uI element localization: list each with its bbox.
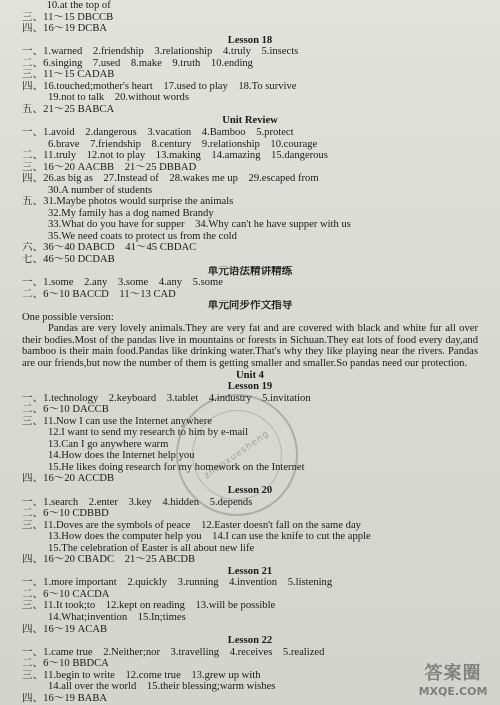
answer-line: 五、21～25 BABCA [22, 103, 115, 115]
section-heading: Lesson 22 [227, 635, 273, 647]
answer-line: 七、46～50 DCDAB [22, 254, 115, 266]
answer-line: 14.all over the world 15.their blessing;warm wishes [48, 681, 276, 693]
answer-line: 14.How does the Internet help you [48, 450, 195, 462]
answer-line: 6.brave 7.friendship 8.century 9.relationship 10.courage [48, 138, 318, 150]
essay-body: Pandas are very lovely animals.They are very fat and are covered with black and white fur all over their bodies.Most of the pandas live in mountains or forests in Sichuan.They eat lots of food every day,and bamboo is their main food.Pandas like drinking water.That's why they like playing near the rivers. Pandas are our friends,but now the number of them is getting smaller and smaller.So pandas need our protection. [22, 323, 478, 369]
section-heading: 单元语法精讲精练 [207, 265, 293, 277]
answer-line: 一、1.warned 2.friendship 3.relationship 4.truly 5.insects [22, 46, 299, 58]
answer-line: 四、16～20 CBADC 21～25 ABCDB [22, 554, 196, 566]
answer-line: 三、11.begin to write 12.come true 13.grew up with [22, 669, 261, 681]
answer-line: 二、6.singing 7.used 8.make 9.truth 10.ending [22, 57, 253, 69]
essay [22, 312, 478, 370]
answer-line: 13.How does the computer help you 14.I can use the knife to cut the apple [48, 531, 371, 543]
essay-intro: One possible version: [22, 311, 114, 323]
answer-line: 三、11.It took;to 12.kept on reading 13.will be possible [22, 600, 276, 612]
answer-line: 35.We need coats to protect us from the cold [48, 230, 237, 242]
answer-line: 一、1.technology 2.keyboard 3.tablet 4.industry 5.invitation [22, 392, 311, 404]
answer-line: 四、16.touched;mother's heart 17.used to play 18.To survive [22, 80, 297, 92]
stamp-text: zhaoxuesheng [202, 428, 272, 482]
section-heading: 单元同步作文指导 [207, 300, 293, 312]
watermark-url: MXQE.COM [418, 685, 488, 698]
watermark-logo [410, 663, 496, 703]
answer-line: 15.He likes doing research for my homework on the Internet [48, 461, 305, 473]
answer-line: 一、1.came true 2.Neither;nor 3.travelling 4.receives 5.realized [22, 646, 325, 658]
answer-line: 三、11.Doves are the symbols of peace 12.Easter doesn't fall on the same day [22, 519, 361, 531]
answer-line: 六、36～40 DABCD 41～45 CBDAC [22, 242, 197, 254]
answer-line: 三、11.Now I can use the Internet anywhere [22, 415, 212, 427]
answer-line: 四、16～19 ACAB [22, 623, 108, 635]
answer-line: 一、1.more important 2.quickly 3.running 4.invention 5.listening [22, 577, 333, 589]
answer-line: 14.What;invention 15.In;times [48, 611, 186, 623]
section-heading: Lesson 18 [227, 34, 273, 46]
answer-line: 四、16～19 DCBA [22, 23, 108, 35]
section-heading: Unit Review [222, 115, 278, 127]
section-heading: Lesson 21 [227, 565, 273, 577]
answer-line: 二、6～10 CACDA [22, 588, 110, 600]
answer-line: 一、1.avoid 2.dangerous 3.vacation 4.Bamboo 5.protect [22, 127, 294, 139]
answer-line: 33.What do you have for supper 34.Why can't he have supper with us [48, 219, 351, 231]
answer-line: 15.The celebration of Easter is all about new life [48, 542, 255, 554]
answer-line: 一、1.search 2.enter 3.key 4.hidden 5.depends [22, 496, 253, 508]
section-heading: Lesson 19 [227, 381, 273, 393]
answer-line: 一、1.some 2.any 3.some 4.any 5.some [22, 277, 223, 289]
answer-line: 二、6～10 BBDCA [22, 658, 109, 670]
section-heading: Unit 4 [236, 369, 264, 381]
answer-line: 13.Can I go anywhere warm [48, 438, 169, 450]
answer-line: 12.I want to send my research to him by e-mail [48, 427, 249, 439]
answer-line: 四、16～19 BABA [22, 692, 108, 704]
answer-line: 二、6～10 DACCB [22, 404, 109, 416]
answer-line: 32.My family has a dog named Brandy [48, 207, 214, 219]
answer-line: 四、16～20 ACCDB [22, 473, 115, 485]
answer-lines-top [22, 0, 478, 312]
answer-line: 三、11～15 CADAB [22, 69, 115, 81]
answer-line: 四、26.as big as 27.Instead of 28.wakes me up 29.escaped from [22, 173, 319, 185]
answer-line: 19.not to talk 20.without words [48, 92, 189, 104]
answer-line: 二、11.truly 12.not to play 13.making 14.amazing 15.dangerous [22, 150, 328, 162]
answer-line: 三、11～15 DBCCB [22, 11, 114, 23]
answer-line: 二、6～10 BACCD 11～13 CAD [22, 288, 176, 300]
watermark-title: 答案圈 [424, 663, 482, 684]
answer-line: 五、31.Maybe photos would surprise the animals [22, 196, 234, 208]
answer-line: 30.A number of students [48, 184, 153, 196]
answer-line: 10.at the top of [36, 0, 111, 11]
answer-line: 二、6～10 CDBBD [22, 508, 109, 520]
section-heading: Lesson 20 [227, 484, 273, 496]
answer-line: 三、16～20 AACBB 21～25 DBBAD [22, 161, 197, 173]
